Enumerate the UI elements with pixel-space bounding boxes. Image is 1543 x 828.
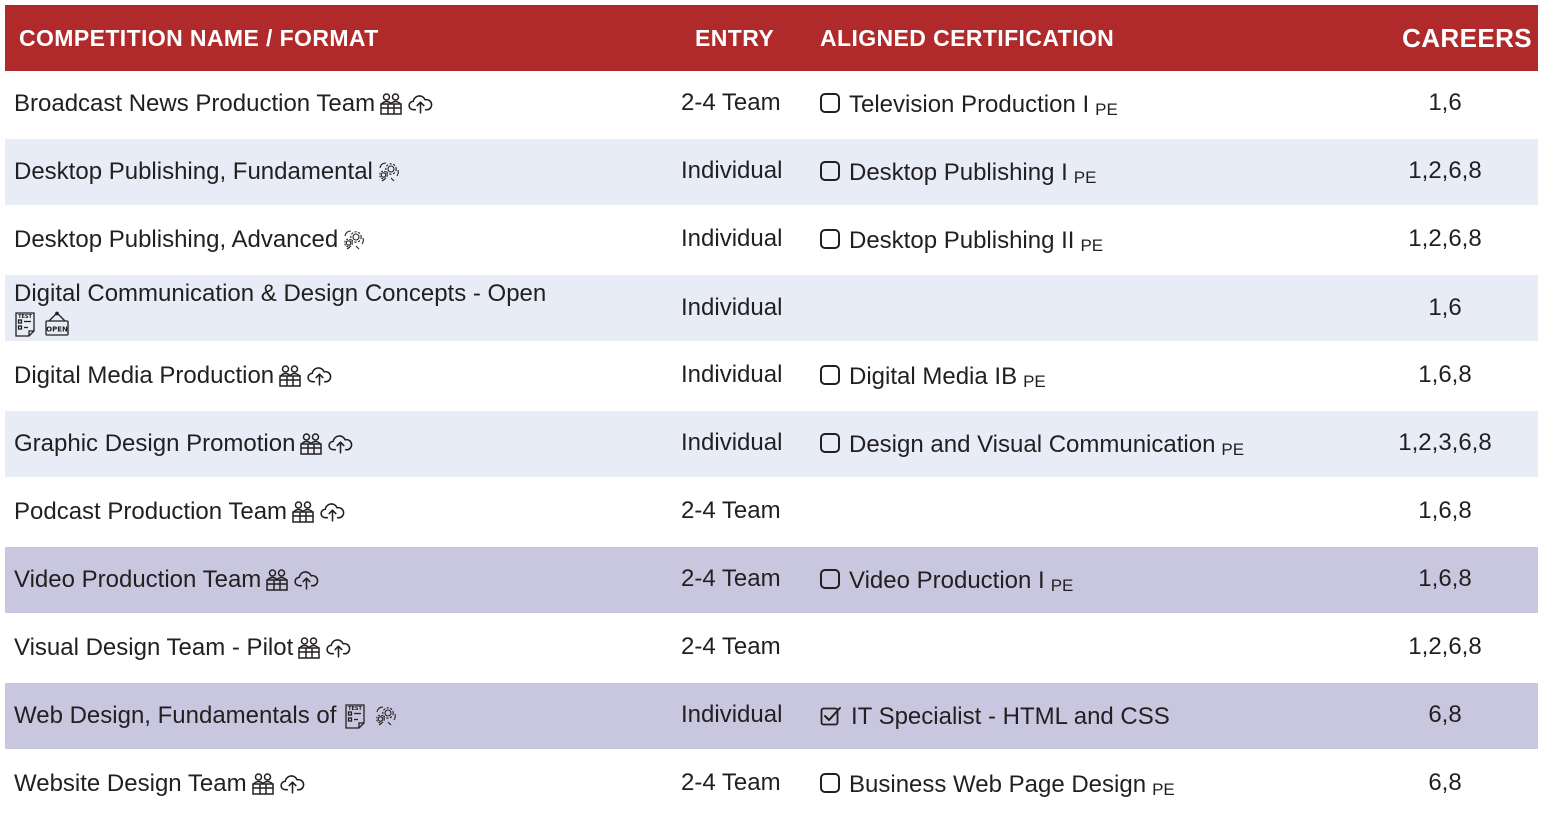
upload-cloud-icon [325,638,352,659]
competition-name: Desktop Publishing, Fundamental [14,158,373,185]
header-entry: ENTRY [695,24,775,51]
certification-cell [820,683,1380,749]
table-row [5,683,1538,751]
table-row [5,547,1538,615]
competition-name-cell [14,411,674,477]
careers-cell: 1,2,6,8 [1408,157,1482,184]
certification-suffix: PE [1073,168,1097,187]
certification-suffix: PE [1080,236,1104,255]
certification-cell [820,411,1380,477]
checked-checkbox-icon [820,705,842,727]
certification-suffix: PE [1095,100,1118,119]
entry-cell: 2-4 Team [681,769,781,796]
team-icon [278,364,302,388]
certification-cell [820,139,1380,205]
competition-name-cell [14,615,674,681]
entry-cell: 2-4 Team [681,89,781,116]
competition-name: Desktop Publishing, Advanced [14,226,339,253]
certification-name: Television Production I [849,91,1090,118]
open-sign-icon [44,311,70,337]
competition-name-cell [14,751,674,817]
upload-cloud-icon [306,366,333,387]
entry-cell: 2-4 Team [681,565,781,592]
competition-name-cell [14,479,674,545]
competition-name: Podcast Production Team [14,498,288,525]
entry-cell: 2-4 Team [681,497,781,524]
competition-name-cell [14,343,674,409]
competition-name-cell [14,683,674,749]
test-icon [14,311,36,337]
upload-cloud-icon [319,502,346,523]
gear-brain-icon [377,160,401,184]
competition-name: Web Design, Fundamentals of [14,702,337,729]
team-icon [299,432,323,456]
careers-cell: 6,8 [1428,701,1462,728]
test-icon [344,703,366,729]
entry-cell: Individual [681,294,783,321]
competition-name-cell [14,207,674,273]
competition-name-cell [14,547,674,613]
competition-name: Graphic Design Promotion [14,430,296,457]
certification-suffix: PE [1152,780,1175,799]
certification-suffix: PE [1050,576,1074,595]
certification-suffix: PE [1023,372,1046,391]
header-careers: CAREERS [1402,22,1532,53]
upload-cloud-icon [407,94,434,115]
careers-cell: 1,2,3,6,8 [1398,429,1492,456]
entry-cell: Individual [681,361,783,388]
competition-name: Website Design Team [14,770,247,797]
header-aligned-certification: ALIGNED CERTIFICATION [820,24,1115,51]
competition-name-cell [14,139,674,205]
checkbox-icon [820,569,840,589]
team-icon [291,500,315,524]
competition-name-cell [14,275,674,341]
certification-name: Desktop Publishing I [849,159,1068,186]
entry-cell: Individual [681,701,783,728]
table-row [5,411,1538,479]
certification-cell [820,547,1380,613]
certification-cell [820,207,1380,273]
team-icon [265,568,289,592]
checkbox-icon [820,365,840,385]
checkbox-icon [820,773,840,793]
table-row [5,751,1538,819]
certification-suffix: PE [1221,440,1245,459]
competition-name: Digital Media Production [14,362,275,389]
upload-cloud-icon [327,434,354,455]
competition-name-cell [14,71,674,137]
table-header [5,5,1538,71]
careers-cell: 1,2,6,8 [1408,225,1482,252]
checkbox-icon [820,161,840,181]
competition-name: Visual Design Team - Pilot [14,634,294,661]
careers-cell: 1,6,8 [1418,497,1472,524]
gear-brain-icon [374,704,398,728]
careers-cell: 1,6 [1428,89,1462,116]
table-row [5,275,1538,343]
certification-name: Digital Media IB [849,363,1018,390]
upload-cloud-icon [279,774,306,795]
team-icon [297,636,321,660]
gear-brain-icon [342,228,366,252]
entry-cell: Individual [681,157,783,184]
entry-cell: Individual [681,225,783,252]
certification-name: Design and Visual Communication [849,431,1216,458]
certification-cell [820,343,1380,409]
certification-name: Desktop Publishing II [849,227,1075,254]
table-row [5,139,1538,207]
entry-cell: 2-4 Team [681,633,781,660]
careers-cell: 1,2,6,8 [1408,633,1482,660]
competition-name: Broadcast News Production Team [14,90,376,117]
team-icon [379,92,403,116]
competition-table [5,5,1538,819]
team-icon [251,772,275,796]
certification-cell [820,71,1380,137]
certification-name: Video Production I [849,567,1045,594]
certification-cell [820,751,1380,817]
header-competition-name: COMPETITION NAME / FORMAT [19,24,379,51]
careers-cell: 6,8 [1428,769,1462,796]
checkbox-icon [820,93,840,113]
table-row [5,479,1538,547]
checkbox-icon [820,433,840,453]
careers-cell: 1,6 [1428,294,1462,321]
entry-cell: Individual [681,429,783,456]
upload-cloud-icon [293,570,320,591]
careers-cell: 1,6,8 [1418,361,1472,388]
table-row [5,343,1538,411]
table-row [5,615,1538,683]
table-row [5,207,1538,275]
certification-name: Business Web Page Design [849,771,1147,798]
competition-name: Video Production Team [14,566,262,593]
careers-cell: 1,6,8 [1418,565,1472,592]
checkbox-icon [820,229,840,249]
table-row [5,71,1538,139]
certification-name: IT Specialist - HTML and CSS [851,703,1170,730]
competition-name: Digital Communication & Design Concepts - Open [14,280,547,307]
